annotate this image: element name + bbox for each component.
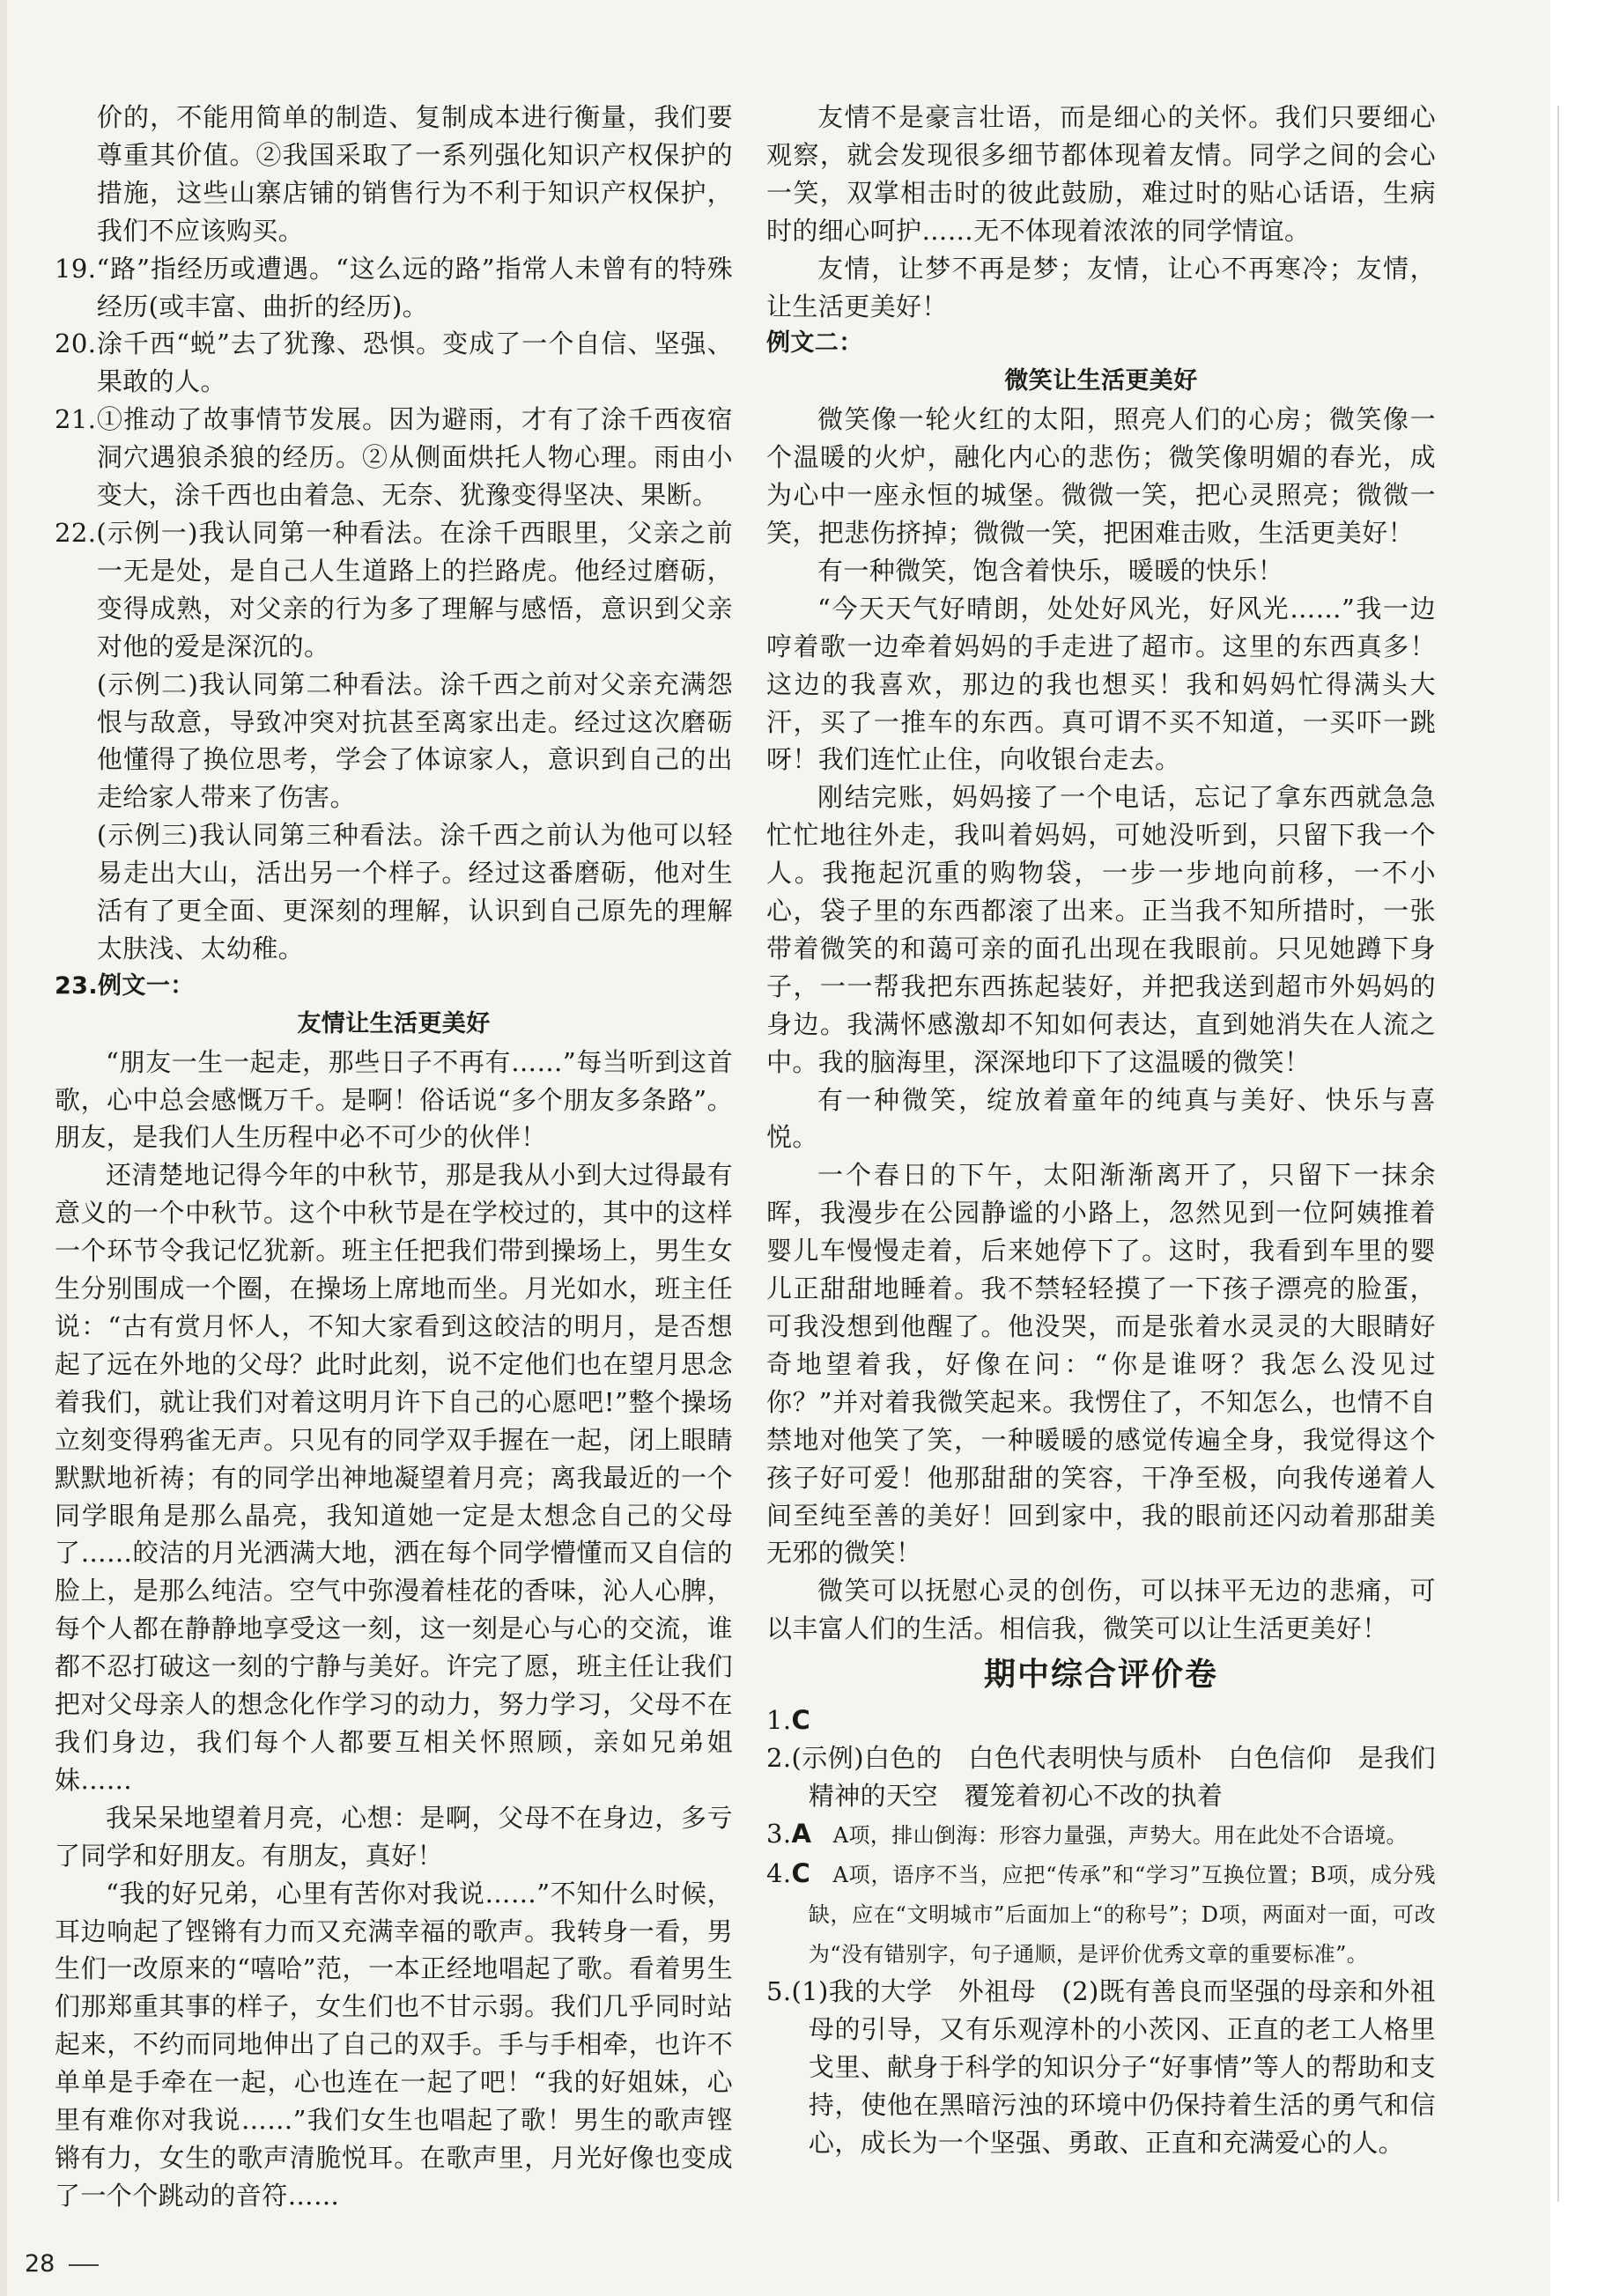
footer-rule: [69, 2264, 99, 2266]
binding-edge: [0, 0, 7, 2296]
answer-3-choice: A: [791, 1818, 812, 1849]
answer-19: 19.“路”指经历或遭遇。“这么远的路”指常人未曾有的特殊经历(或丰富、曲折的经历)。: [55, 253, 733, 321]
answer-18-continued: 价的，不能用简单的制造、复制成本进行衡量，我们要尊重其价值。②我国采取了一系列强化知识产权保护的措施，这些山寨店铺的销售行为不利于知识产权保护，我们不应该购买。: [96, 102, 733, 246]
answer-4: [766, 1855, 1436, 1974]
answer-3-explanation: A项，排山倒海：形容力量强，声势大。用在此处不合语境。: [832, 1822, 1408, 1848]
page-footer: [25, 2250, 99, 2278]
answer-22-example-1: 22.(示例一)我认同第一种看法。在涂千西眼里，父亲之前一无是处，是自己人生道路上的拦路虎。他经过磨砺，变得成熟，对父亲的行为多了理解与感悟，意识到父亲对他的爱是深沉的。: [55, 517, 733, 661]
essay-2-paragraph: 刚结完账，妈妈接了一个电话，忘记了拿东西就急急忙忙地往外走，我叫着妈妈，可她没听到，只留下我一个人。我拖起沉重的购物袋，一步一步地向前移，一不小心，袋子里的东西都滚了出来。正当我不知所措时，一张带着微笑的和蔼可亲的面孔出现在我眼前。只见她蹲下身子，一一帮我把东西拣起装好，并把我送到超市外妈妈的身边。我满怀感激却不知如何表达，直到她消失在人流之中。我的脑海里，深深地印下了这温暖的微笑！: [766, 782, 1436, 1077]
essay-1-paragraph: “我的好兄弟，心里有苦你对我说……”不知什么时候，耳边响起了铿锵有力而又充满幸福的歌声。我转身一看，男生们一改原来的“嘻哈”范，一本正经地唱起了歌。看着男生们那郑重其事的样子，女生们也不甘示弱。我们几乎同时站起来，不约而同地伸出了自己的双手。手与手相牵，也许不单单是手牵在一起，心也连在一起了吧！“我的好姐妹，心里有难你对我说……”我们女生也唱起了歌！男生的歌声铿锵有力，女生的歌声清脆悦耳。在歌声里，月光好像也变成了一个个跳动的音符……: [55, 1878, 733, 2211]
answer-1-number: 1.: [766, 1705, 792, 1736]
answer-1: [766, 1702, 1436, 1739]
essay-2-label: 例文二：: [766, 329, 863, 358]
right-column: [766, 99, 1436, 2162]
page-number: 28: [25, 2250, 55, 2278]
left-column: [55, 99, 733, 2215]
answer-5: 5.(1)我的大学 外祖母 (2)既有善良而坚强的母亲和外祖母的引导，又有乐观淳朴的小茨冈、正直的老工人格里戈里、献身于科学的知识分子“好事情”等人的帮助和支持，使他在黑暗污浊的环境中仍保持着生活的勇气和信心，成长为一个坚强、勇敢、正直和充满爱心的人。: [766, 1976, 1436, 2159]
answer-1-choice: C: [791, 1705, 811, 1736]
answer-21: 21.①推动了故事情节发展。因为避雨，才有了涂千西夜宿洞穴遇狼杀狼的经历。②从侧面烘托人物心理。雨由小变大，涂千西也由着急、无奈、犹豫变得坚决、果断。: [55, 404, 733, 511]
essay-2-paragraph: 有一种微笑，绽放着童年的纯真与美好、快乐与喜悦。: [766, 1084, 1436, 1153]
essay-2-paragraph: 微笑可以抚慰心灵的创伤，可以抹平无边的悲痛，可以丰富人们的生活。相信我，微笑可以让生活更美好！: [766, 1576, 1436, 1644]
answer-22-example-3: (示例三)我认同第三种看法。涂千西之前认为他可以轻易走出大山，活出另一个样子。经过这番磨砺，他对生活有了更全面、更深刻的理解，认识到自己原先的理解太肤浅、太幼稚。: [96, 820, 733, 963]
answer-3: [766, 1815, 1436, 1855]
answer-4-choice: C: [791, 1857, 811, 1888]
answer-22-example-2: (示例二)我认同第二种看法。涂千西之前对父亲充满怨恨与敌意，导致冲突对抗甚至离家出走。经过这次磨砺他懂得了换位思考，学会了体谅家人，意识到自己的出走给家人带来了伤害。: [96, 668, 733, 813]
essay-2-paragraph: “今天天气好晴朗，处处好风光，好风光……”我一边哼着歌一边牵着妈妈的手走进了超市。这里的东西真多！这边的我喜欢，那边的我也想买！我和妈妈忙得满头大汗，买了一推车的东西。真可谓不买不知道，一买吓一跳呀！我们连忙止住，向收银台走去。: [766, 593, 1436, 775]
section-title: 期中综合评价卷: [983, 1657, 1218, 1694]
essay-2-paragraph: 有一种微笑，饱含着快乐，暖暖的快乐！: [817, 555, 1284, 586]
answer-20: 20.涂千西“蜕”去了犹豫、恐惧。变成了一个自信、坚强、果敢的人。: [55, 329, 733, 397]
essay-2-title: 微笑让生活更美好: [1004, 367, 1198, 395]
essay-1-paragraph: “朋友一生一起走，那些日子不再有……”每当听到这首歌，心中总会感慨万千。是啊！俗话说“多个朋友多条路”。朋友，是我们人生历程中必不可少的伙伴！: [55, 1046, 733, 1153]
answer-23-label: 23.例文一：: [55, 971, 195, 1000]
essay-1-paragraph: 友情，让梦不再是梦；友情，让心不再寒冷；友情，让生活更美好！: [766, 253, 1436, 321]
essay-2-paragraph: 一个春日的下午，太阳渐渐离开了，只留下一抹余晖，我漫步在公园静谧的小路上，忽然见到一位阿姨推着婴儿车慢慢走着，后来她停下了。这时，我看到车里的婴儿正甜甜地睡着。我不禁轻轻摸了一下孩子漂亮的脸蛋，可我没想到他醒了。他没哭，而是张着水灵灵的大眼睛好奇地望着我，好像在问：“你是谁呀？我怎么没见过你？”并对着我微笑起来。我愣住了，不知怎么，也情不自禁地对他笑了笑，一种暖暖的感觉传遍全身，我觉得这个孩子好可爱！他那甜甜的笑容，干净至极，向我传递着人间至纯至善的美好！回到家中，我的眼前还闪动着那甜美无邪的微笑！: [766, 1160, 1436, 1569]
essay-1-paragraph: 友情不是豪言壮语，而是细心的关怀。我们只要细心观察，就会发现很多细节都体现着友情。同学之间的会心一笑，双掌相击时的彼此鼓励，难过时的贴心话语，生病时的细心呵护……无不体现着浓浓的同学情谊。: [766, 102, 1436, 246]
answer-3-number: 3.: [766, 1818, 792, 1849]
essay-1-paragraph: 我呆呆地望着月亮，心想：是啊，父母不在身边，多亏了同学和好朋友。有朋友，真好！: [55, 1802, 733, 1871]
page-edge-shadow: [1557, 106, 1559, 2202]
essay-1-title: 友情让生活更美好: [297, 1009, 491, 1037]
answer-4-number: 4.: [766, 1857, 792, 1888]
essay-1-paragraph: 还清楚地记得今年的中秋节，那是我从小到大过得最有意义的一个中秋节。这个中秋节是在学校过的，其中的这样一个环节令我记忆犹新。班主任把我们带到操场上，男生女生分别围成一个圈，在操场上席地而坐。月光如水，班主任说：“古有赏月怀人，不知大家看到这皎洁的明月，是否想起了远在外地的父母？此时此刻，说不定他们也在望月思念着我们，就让我们对着这明月许下自己的心愿吧!”整个操场立刻变得鸦雀无声。只见有的同学双手握在一起，闭上眼睛默默地祈祷；有的同学出神地凝望着月亮；离我最近的一个同学眼角是那么晶亮，我知道她一定是太想念自己的父母了……皎洁的月光洒满大地，洒在每个同学懵懂而又自信的脸上，是那么纯洁。空气中弥漫着桂花的香味，沁人心脾，每个人都在静静地享受这一刻，这一刻是心与心的交流，谁都不忍打破这一刻的宁静与美好。许完了愿，班主任让我们把对父母亲人的想念化作学习的动力，努力学习，父母不在我们身边，我们每个人都要互相关怀照顾，亲如兄弟姐妹……: [55, 1160, 733, 1795]
answer-4-explanation: A项，语序不当，应把“传承”和“学习”互换位置；B项，成分残缺，应在“文明城市”后面加上“的称号”；D项，两面对一面，可改为“没有错别字，句子通顺，是评价优秀文章的重要标准”。: [808, 1862, 1436, 1967]
answer-2: 2.(示例)白色的 白色代表明快与质朴 白色信仰 是我们精神的天空 覆笼着初心不改的执着: [766, 1742, 1436, 1811]
essay-2-paragraph: 微笑像一轮火红的太阳，照亮人们的心房；微笑像一个温暖的火炉，融化内心的悲伤；微笑像明媚的春光，成为心中一座永恒的城堡。微微一笑，把心灵照亮；微微一笑，把悲伤挤掉；微微一笑，把困难击败，生活更美好！: [766, 404, 1436, 548]
